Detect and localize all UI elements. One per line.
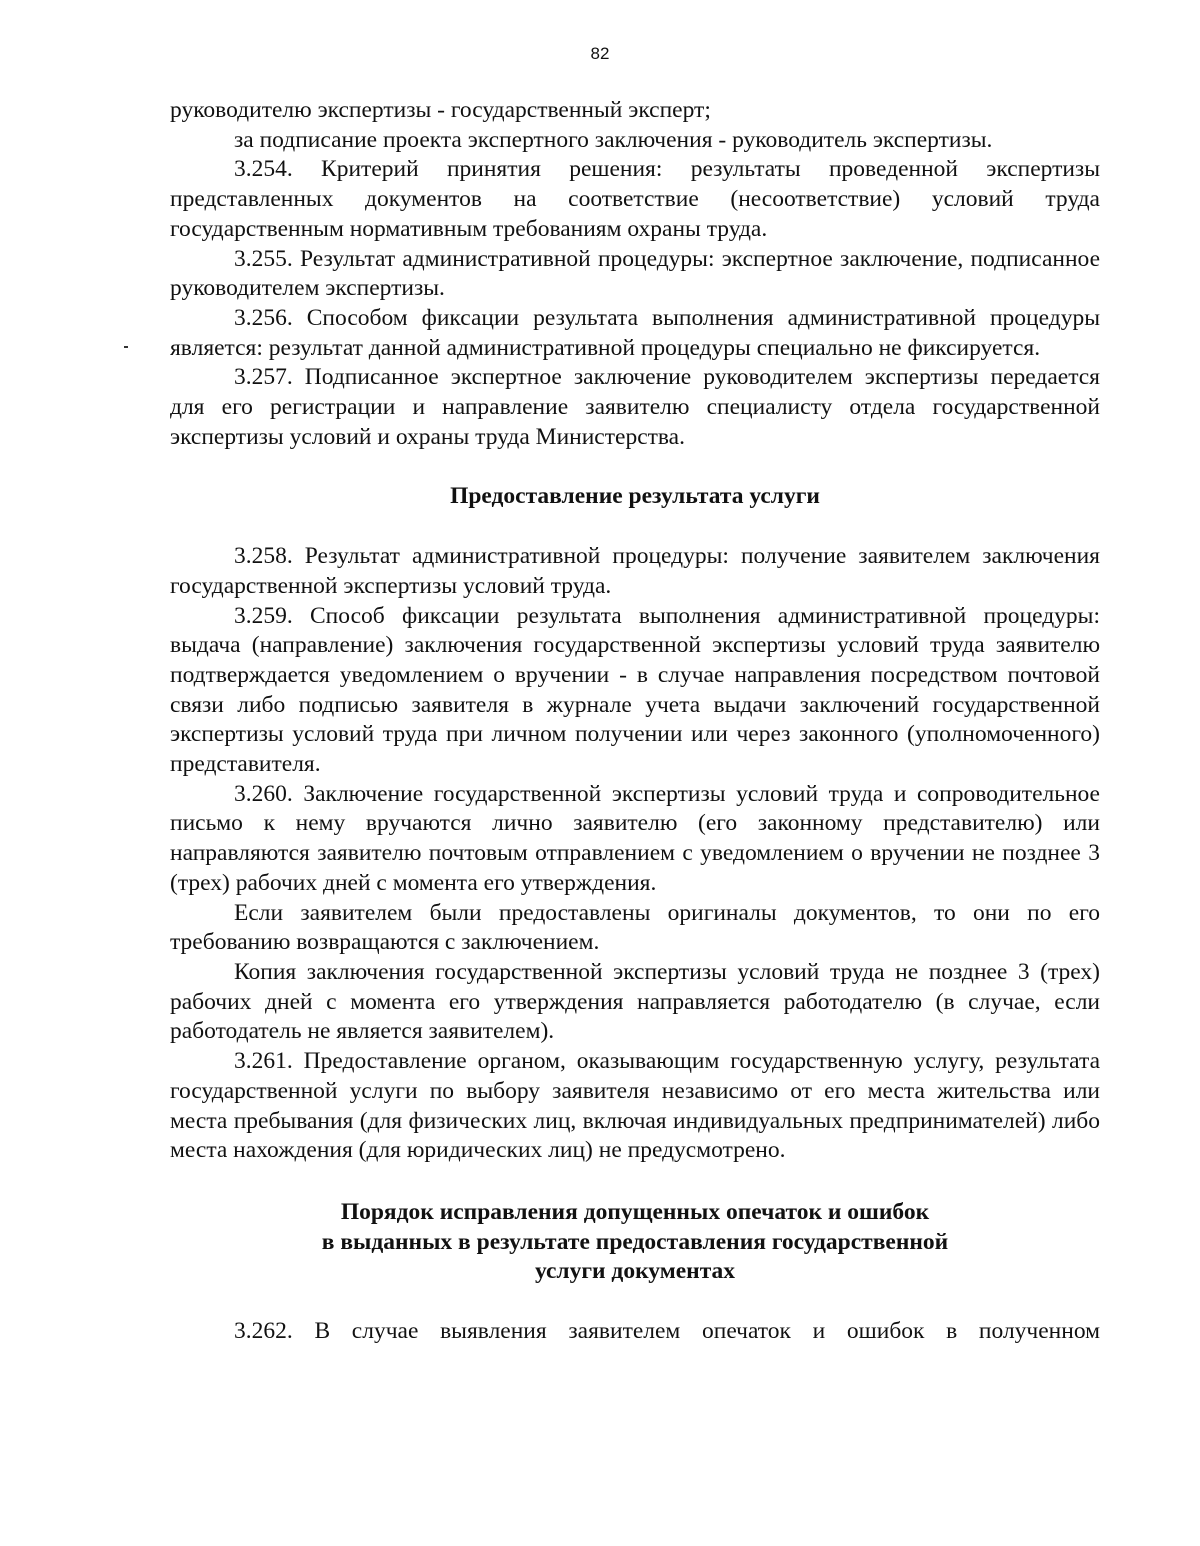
section-heading-corrections [170, 1198, 1100, 1287]
paragraph-3-260: 3.260. Заключение государственной экспертизы условий труда и сопроводительное письмо к нему вручаются лично заявителю (его законному представителю) или направляются заявителю почтовым отправлением с уведомлением о вручении не позднее 3 (трех) рабочих дней с момента его утверждения. [170, 780, 1100, 896]
paragraph: Если заявителем были предоставлены оригиналы документов, то они по его требованию возвращаются с заключением. [170, 899, 1100, 956]
paragraph-3-258: 3.258. Результат административной процедуры: получение заявителем заключения государственной экспертизы условий труда. [170, 543, 1100, 599]
heading-line: в выданных в результате предоставления государственной [321, 1228, 949, 1255]
paragraph-3-261: 3.261. Предоставление органом, оказывающим государственную услугу, результата государственной услуги по выбору заявителя независимо от его места жительства или места пребывания (для физических лиц, включая индивидуальных предпринимателей) либо места нахождения (для юридических лиц) не предусмотрено. [170, 1048, 1100, 1164]
paragraph-3-257: 3.257. Подписанное экспертное заключение руководителем экспертизы передается для его регистрации и направление заявителю специалисту отдела государственной экспертизы условий и охраны труда Министерства. [170, 364, 1100, 450]
paragraph: за подписание проекта экспертного заключения - руководитель экспертизы. [234, 126, 993, 153]
paragraph-3-254: 3.254. Критерий принятия решения: результаты проведенной экспертизы представленных документов на соответствие (несоответствие) условий труда государственным нормативным требованиям охраны труда. [170, 156, 1100, 242]
paragraph-3-259: 3.259. Способ фиксации результата выполнения административной процедуры: выдача (направление) заключения государственной экспертизы условий труда заявителю подтверждается уведомлением о вручении - в случае направления посредством почтовой связи либо подписью заявителя в журнале учета выдачи заключений государственной экспертизы условий труда при личном получении или через законного (уполномоченного) представителя. [170, 602, 1100, 778]
heading-line: Порядок исправления допущенных опечаток и ошибок [340, 1198, 930, 1225]
paragraph-3-262: 3.262. В случае выявления заявителем опечаток и ошибок в полученном [234, 1318, 1100, 1345]
paragraph-3-255: 3.255. Результат административной процедуры: экспертное заключение, подписанное руководителем экспертизы. [170, 245, 1100, 302]
heading-line: услуги документах [534, 1258, 736, 1285]
section-heading-result: Предоставление результата услуги [450, 483, 820, 510]
paragraph: руководителю экспертизы - государственный эксперт; [170, 97, 711, 123]
document-body [170, 96, 1100, 1347]
paragraph-3-256: 3.256. Способом фиксации результата выполнения административной процедуры является: результат данной административной процедуры специально не фиксируется. [170, 304, 1100, 361]
paragraph: Копия заключения государственной экспертизы условий труда не позднее 3 (трех) рабочих дней с момента его утверждения направляется работодателю (в случае, если работодатель не является заявителем). [170, 958, 1100, 1045]
page-number: 82 [590, 44, 610, 63]
scan-artifact-mark [124, 346, 128, 348]
